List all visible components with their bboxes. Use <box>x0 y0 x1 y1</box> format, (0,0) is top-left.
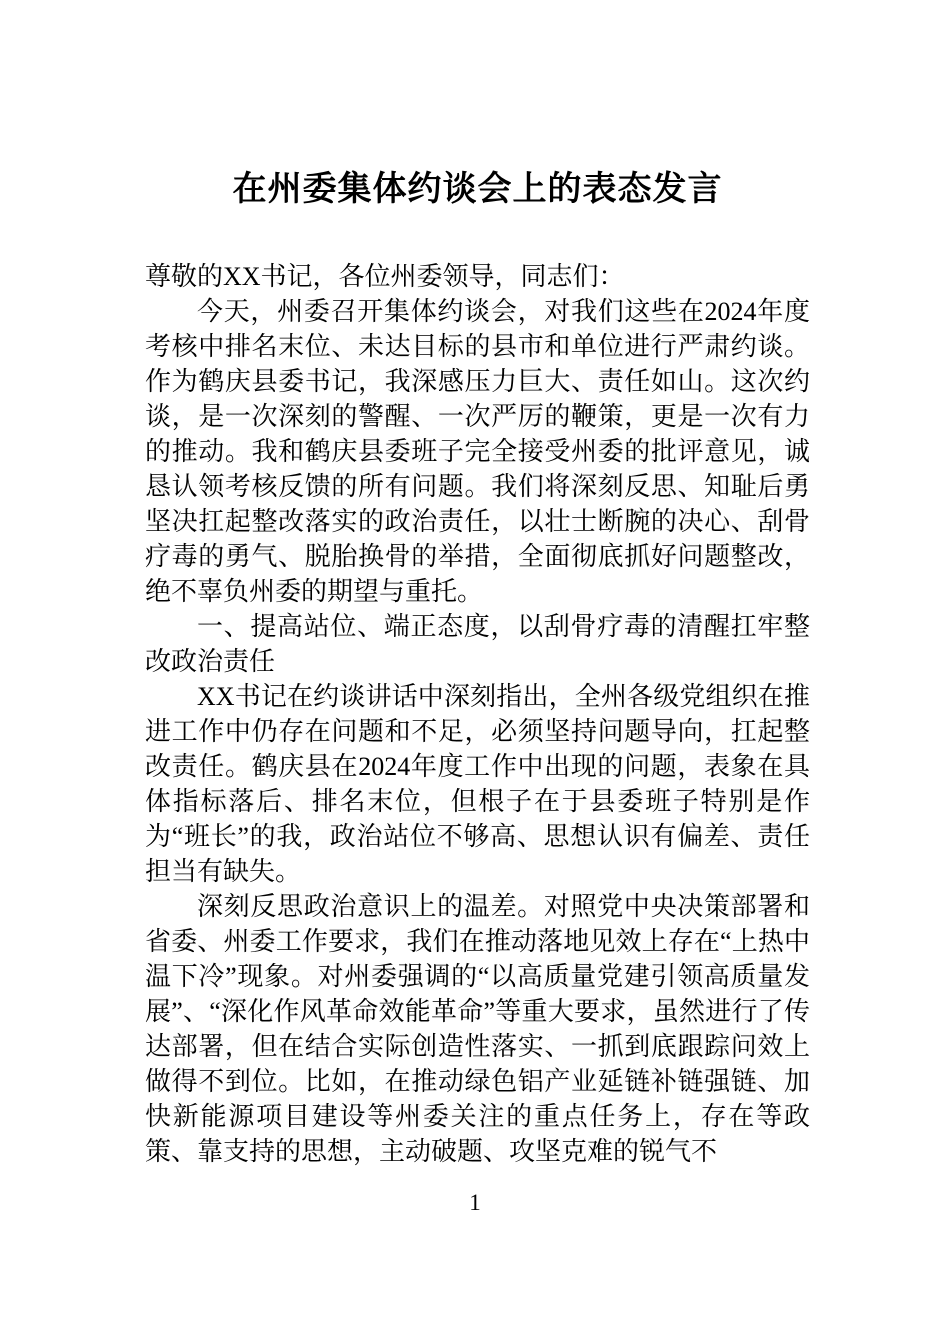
paragraph-greeting: 尊敬的XX书记，各位州委领导，同志们： <box>145 261 625 291</box>
paragraph: XX书记在约谈讲话中深刻指出，全州各级党组织在推进工作中仍存在问题和不足，必须坚持问题导向，扛起整改责任。鹤庆县在2024年度工作中出现的问题，表象在具体指标落后、排名末位，但根子在于县委班子特别是作为“班长”的我，政治站位不够高、思想认识有偏差、责任担当有缺失。 <box>145 681 810 886</box>
page-number: 1 <box>469 1190 481 1215</box>
document-body <box>145 259 810 1169</box>
paragraph: 今天，州委召开集体约谈会，对我们这些在2024年度考核中排名末位、未达目标的县市和单位进行严肃约谈。作为鹤庆县委书记，我深感压力巨大、责任如山。这次约谈，是一次深刻的警醒、一次严厉的鞭策，更是一次有力的推动。我和鹤庆县委班子完全接受州委的批评意见，诚恳认领考核反馈的所有问题。我们将深刻反思、知耻后勇坚决扛起整改落实的政治责任，以壮士断腕的决心、刮骨疗毒的勇气、脱胎换骨的举措，全面彻底抓好问题整改，绝不辜负州委的期望与重托。 <box>145 296 810 606</box>
document-content <box>145 168 810 1169</box>
section-heading: 一、提高站位、端正态度，以刮骨疗毒的清醒扛牢整改政治责任 <box>145 611 810 676</box>
paragraph: 深刻反思政治意识上的温差。对照党中央决策部署和省委、州委工作要求，我们在推动落地见效上存在“上热中温下冷”现象。对州委强调的“以高质量党建引领高质量发展”、“深化作风革命效能革命”等重大要求，虽然进行了传达部署，但在结合实际创造性落实、一抓到底跟踪问效上做得不到位。比如，在推动绿色铝产业延链补链强链、加快新能源项目建设等州委关注的重点任务上，存在等政策、靠支持的思想，主动破题、攻坚克难的锐气不 <box>145 891 810 1166</box>
document-title: 在州委集体约谈会上的表态发言 <box>232 170 723 208</box>
